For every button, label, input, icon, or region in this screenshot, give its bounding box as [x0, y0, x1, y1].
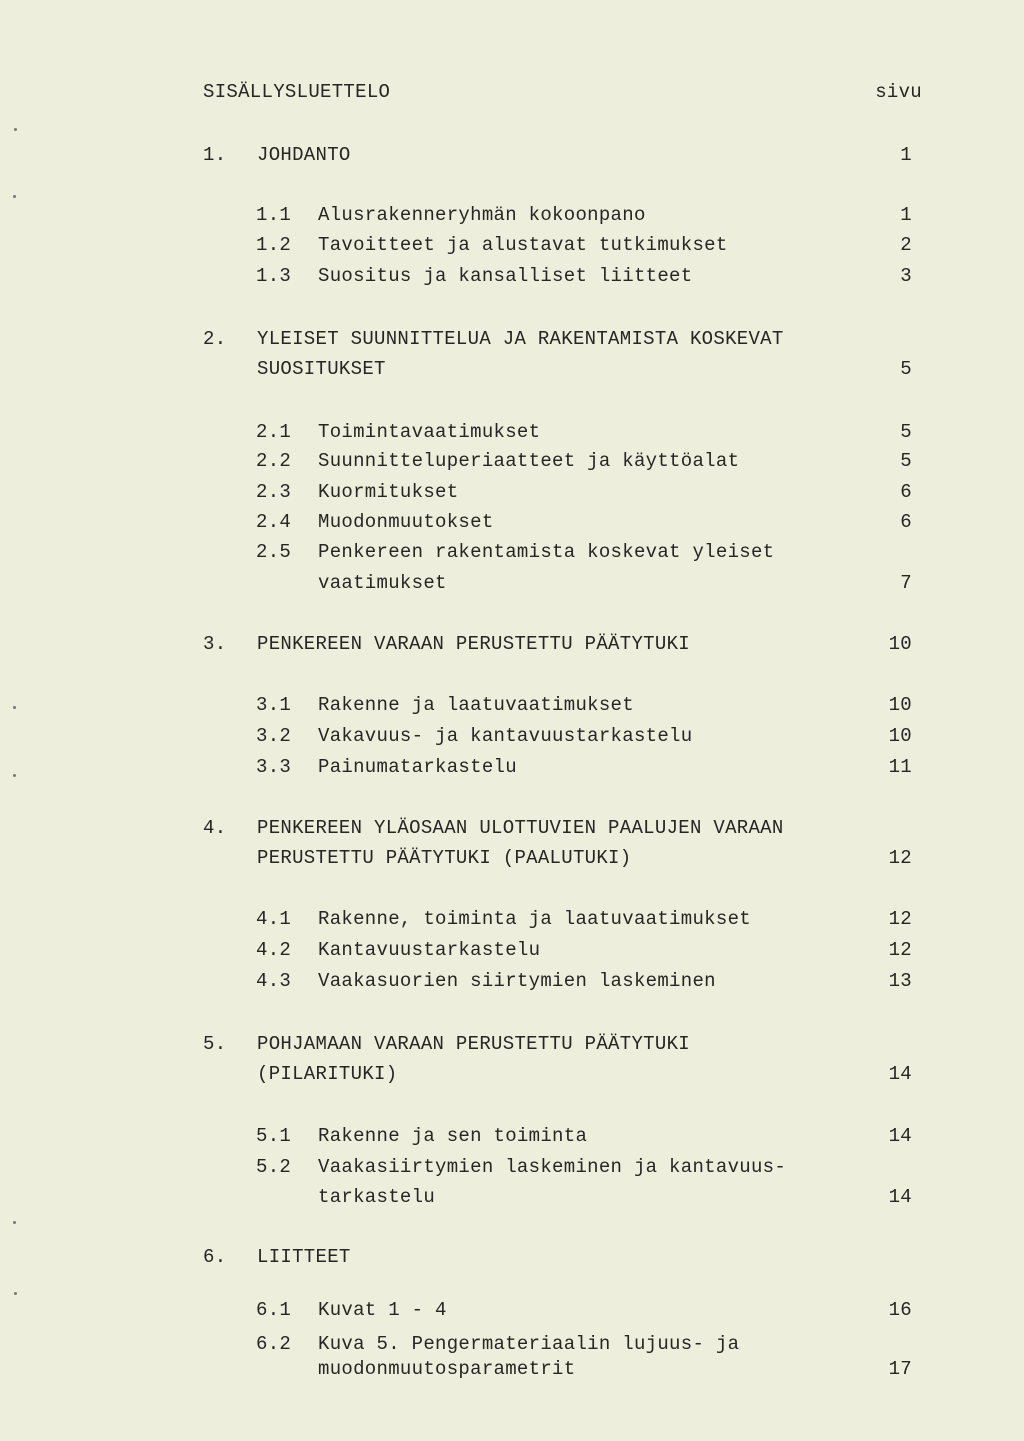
- section-number: 4.: [203, 817, 227, 839]
- entry-title: Painumatarkastelu: [318, 756, 517, 778]
- scan-speck: [13, 706, 16, 709]
- entry-page: 17: [888, 1358, 912, 1380]
- section-number: 6.: [203, 1246, 227, 1268]
- entry-page: 12: [888, 908, 912, 930]
- entry-title: Rakenne, toiminta ja laatuvaatimukset: [318, 908, 751, 930]
- entry-title: Vaakasuorien siirtymien laskeminen: [318, 970, 716, 992]
- entry-number: 2.1: [256, 421, 292, 443]
- entry-page: 10: [888, 725, 912, 747]
- entry-page: 1: [900, 204, 912, 226]
- entry-number: 4.3: [256, 970, 292, 992]
- entry-page: 12: [888, 939, 912, 961]
- entry-title: Kuva 5. Pengermateriaalin lujuus- ja: [318, 1333, 740, 1355]
- entry-number: 2.3: [256, 481, 292, 503]
- scan-speck: [14, 1292, 17, 1295]
- entry-number: 4.2: [256, 939, 292, 961]
- section-number: 1.: [203, 144, 227, 166]
- scan-speck: [13, 1221, 16, 1224]
- entry-title-continued: muodonmuutosparametrit: [318, 1358, 576, 1380]
- entry-number: 1.3: [256, 265, 292, 287]
- entry-title: Suositus ja kansalliset liitteet: [318, 265, 693, 287]
- section-page: 12: [888, 847, 912, 869]
- section-title-continued: PERUSTETTU PÄÄTYTUKI (PAALUTUKI): [257, 847, 632, 869]
- entry-page: 14: [888, 1125, 912, 1147]
- entry-number: 1.1: [256, 204, 292, 226]
- entry-number: 2.2: [256, 450, 292, 472]
- entry-number: 2.4: [256, 511, 292, 533]
- entry-title: Kuormitukset: [318, 481, 459, 503]
- section-title: JOHDANTO: [257, 144, 351, 166]
- entry-number: 3.2: [256, 725, 292, 747]
- entry-number: 2.5: [256, 541, 292, 563]
- entry-page: 13: [888, 970, 912, 992]
- entry-title-continued: tarkastelu: [318, 1186, 436, 1208]
- entry-number: 1.2: [256, 234, 292, 256]
- scan-speck: [13, 195, 16, 198]
- entry-title: Vakavuus- ja kantavuustarkastelu: [318, 725, 693, 747]
- entry-title: Tavoitteet ja alustavat tutkimukset: [318, 234, 728, 256]
- section-number: 5.: [203, 1033, 227, 1055]
- entry-page: 3: [900, 265, 912, 287]
- entry-title: Toimintavaatimukset: [318, 421, 541, 443]
- section-title: PENKEREEN YLÄOSAAN ULOTTUVIEN PAALUJEN VARAAN: [257, 817, 784, 839]
- entry-title: Vaakasiirtymien laskeminen ja kantavuus-: [318, 1156, 787, 1178]
- entry-title: Rakenne ja laatuvaatimukset: [318, 694, 634, 716]
- entry-page: 6: [900, 511, 912, 533]
- entry-page: 10: [888, 694, 912, 716]
- page-column-label: sivu: [875, 81, 922, 103]
- entry-number: 6.1: [256, 1299, 292, 1321]
- entry-number: 3.1: [256, 694, 292, 716]
- entry-title: Suunnitteluperiaatteet ja käyttöalat: [318, 450, 740, 472]
- entry-title: Kuvat 1 - 4: [318, 1299, 447, 1321]
- section-number: 3.: [203, 633, 227, 655]
- section-title: POHJAMAAN VARAAN PERUSTETTU PÄÄTYTUKI: [257, 1033, 690, 1055]
- scan-speck: [14, 128, 17, 131]
- section-page: 14: [888, 1063, 912, 1085]
- section-title: YLEISET SUUNNITTELUA JA RAKENTAMISTA KOSKEVAT: [257, 328, 784, 350]
- entry-page: 5: [900, 421, 912, 443]
- entry-page: 14: [888, 1186, 912, 1208]
- entry-title: Kantavuustarkastelu: [318, 939, 541, 961]
- section-number: 2.: [203, 328, 227, 350]
- entry-page: 5: [900, 450, 912, 472]
- entry-number: 6.2: [256, 1333, 292, 1355]
- entry-title: Penkereen rakentamista koskevat yleiset: [318, 541, 775, 563]
- entry-number: 5.2: [256, 1156, 292, 1178]
- entry-page: 2: [900, 234, 912, 256]
- entry-page: 7: [900, 572, 912, 594]
- page-title: SISÄLLYSLUETTELO: [203, 81, 391, 103]
- section-page: 5: [900, 358, 912, 380]
- section-title-continued: SUOSITUKSET: [257, 358, 386, 380]
- entry-title-continued: vaatimukset: [318, 572, 447, 594]
- entry-title: Rakenne ja sen toiminta: [318, 1125, 588, 1147]
- entry-page: 16: [888, 1299, 912, 1321]
- entry-page: 11: [888, 756, 912, 778]
- entry-title: Alusrakenneryhmän kokoonpano: [318, 204, 646, 226]
- entry-number: 4.1: [256, 908, 292, 930]
- entry-title: Muodonmuutokset: [318, 511, 494, 533]
- entry-number: 5.1: [256, 1125, 292, 1147]
- section-page: 10: [888, 633, 912, 655]
- entry-page: 6: [900, 481, 912, 503]
- section-title-continued: (PILARITUKI): [257, 1063, 398, 1085]
- section-title: LIITTEET: [257, 1246, 351, 1268]
- section-title: PENKEREEN VARAAN PERUSTETTU PÄÄTYTUKI: [257, 633, 690, 655]
- section-page: 1: [900, 144, 912, 166]
- scan-speck: [13, 774, 16, 777]
- entry-number: 3.3: [256, 756, 292, 778]
